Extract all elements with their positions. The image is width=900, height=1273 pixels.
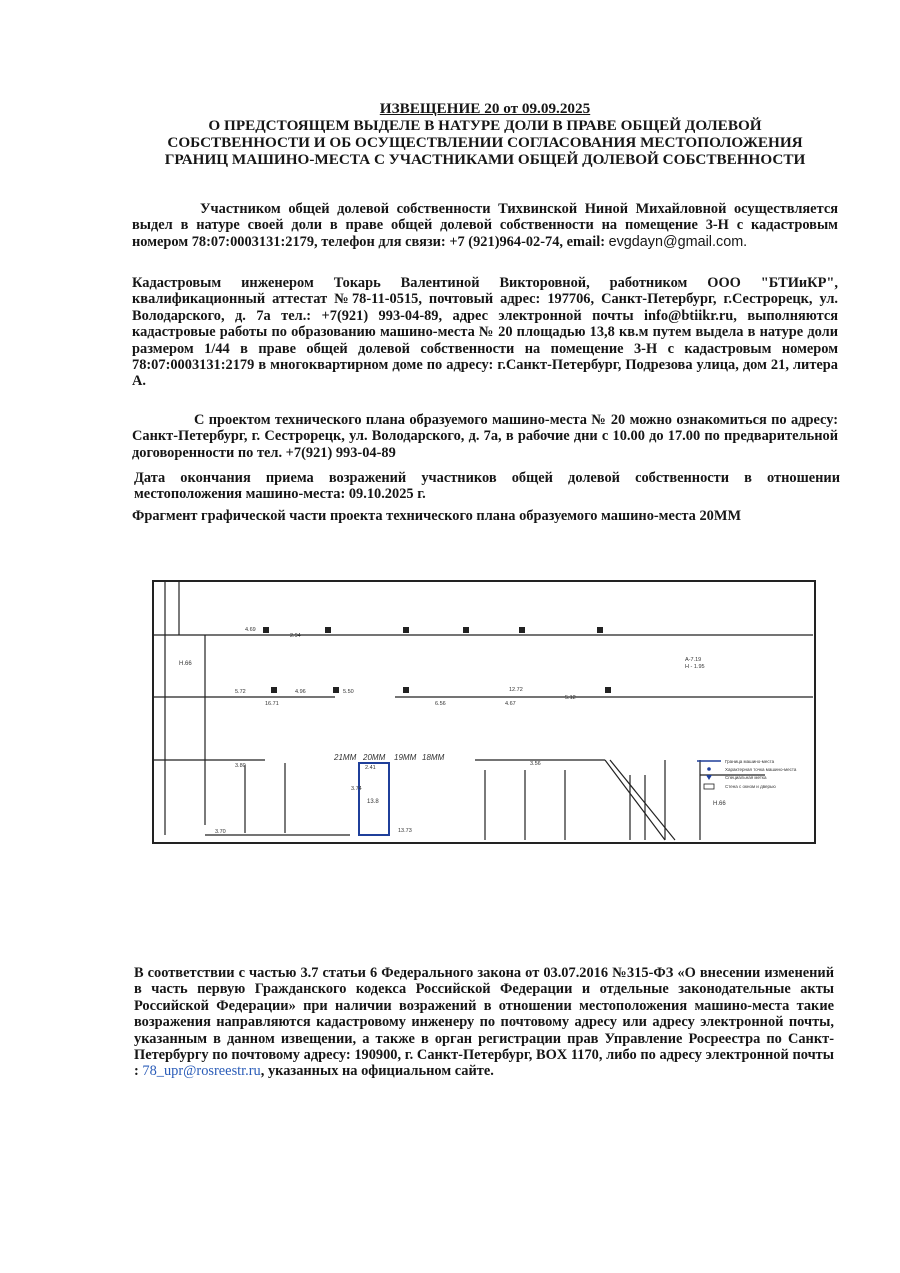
- rosreestr-email-link[interactable]: 78_upr@rosreestr.ru: [142, 1063, 261, 1080]
- dim-label: 5.50: [343, 689, 354, 695]
- plan-note: H - 1.95: [685, 664, 705, 670]
- dim-label: 16.71: [265, 701, 279, 707]
- notice-subject-line3: ГРАНИЦ МАШИНО-МЕСТА С УЧАСТНИКАМИ ОБЩЕЙ ДОЛЕВОЙ СОБСТВЕННОСТИ: [164, 151, 806, 168]
- notice-number: ИЗВЕЩЕНИЕ 20 от 09.09.2025: [379, 100, 591, 117]
- columns: [263, 627, 611, 693]
- legal-text: В соответствии с частью 3.7 статьи 6 Федерального закона от 03.07.2016 №315-ФЗ «О внесении изменений в часть первую Гражданского кодекса Российской Федерации и отдельные законодательные акты Российской Федерации» при наличии возражений в отношении местоположения машино-места такие возражения направляются кадастровому инженеру по почтовому адресу или адресу электронной почты, указанным в данном извещении, а также в орган регистрации прав Управление Росреестра по Санкт-Петербургу по почтовому адресу: 190900, г. Санкт-Петербург, BOX 1170, либо по адресу электронной почты :: [134, 965, 834, 1080]
- legend-boundary-label: Граница машино-места: [725, 759, 775, 764]
- project-info-paragraph: [132, 412, 838, 461]
- space-label-21: 21ММ: [334, 753, 357, 762]
- space-label-20: 20ММ: [363, 753, 386, 762]
- notice-subject-line1: О ПРЕДСТОЯЩЕМ ВЫДЕЛЕ В НАТУРЕ ДОЛИ В ПРАВЕ ОБЩЕЙ ДОЛЕВОЙ: [208, 117, 762, 134]
- space-label-19: 19ММ: [394, 753, 417, 762]
- dim-label: 6.56: [435, 701, 446, 707]
- dim-label: 3.70: [215, 829, 226, 835]
- legal-paragraph: [134, 965, 834, 1080]
- space-20-area: 13.8: [367, 799, 379, 805]
- dim-label: 5.72: [235, 689, 246, 695]
- owner-paragraph: [132, 201, 838, 250]
- dim-label: 3.56: [530, 761, 541, 767]
- dim-label: 4.96: [295, 689, 306, 695]
- dim-label: 13.73: [398, 828, 412, 834]
- notice-subject-line2: СОБСТВЕННОСТИ И ОБ ОСУЩЕСТВЛЕНИИ СОГЛАСОВАНИЯ МЕСТОПОЛОЖЕНИЯ: [167, 134, 803, 151]
- dim-label: 3.74: [351, 786, 362, 792]
- legend-mark-label: Специальная метка: [725, 775, 767, 780]
- legal-tail: , указанных на официальном сайте.: [260, 1063, 494, 1080]
- dim-label: 2.94: [290, 633, 301, 639]
- floor-plan-fragment: [145, 575, 825, 875]
- deadline-paragraph: Дата окончания приема возражений участников общей долевой собственности в отношении местоположения машино-места: 09.10.2025 г.: [134, 470, 840, 503]
- dim-label: 4.69: [245, 627, 256, 633]
- dim-label: 12.72: [509, 687, 523, 693]
- room-label-left: Н.66: [179, 661, 192, 667]
- owner-text: Участником общей долевой собственности Тихвинской Ниной Михайловной осуществляется выдел в натуре своей доли в праве общей долевой собственности на помещение 3-Н с кадастровым номером 78:07:0003131:2179, телефон для связи: +7 (921)964-02-74, email:: [132, 201, 838, 250]
- dim-label: 2.41: [365, 765, 376, 771]
- notice-title: [130, 100, 840, 168]
- dim-label: 3.80: [235, 763, 246, 769]
- room-label-right: Н.66: [713, 801, 726, 807]
- legend-point-label: Характерная точка машино-места: [725, 767, 797, 772]
- space-label-18: 18ММ: [422, 753, 445, 762]
- owner-email[interactable]: evgdayn@gmail.com.: [608, 233, 748, 250]
- dim-label: 4.67: [505, 701, 516, 707]
- project-info-text: С проектом технического плана образуемого машино-места № 20 можно ознакомиться по адресу: Санкт-Петербург, г. Сестрорецк, ул. Володарского, д. 7а, в рабочие дни с 10.00 до 17.00 по предварительной договоренности по тел. +7(921) 993-04-89: [132, 412, 838, 461]
- engineer-paragraph: Кадастровым инженером Токарь Валентиной Викторовной, работником ООО "БТИиКР", квалификационный аттестат №78-11-0515, почтовый адрес: 197706, Санкт-Петербург, г.Сестрорецк, ул. Володарского, д. 7а тел.: +7(921) 993-04-89, адрес электронной почты info@btiikr.ru, выполняются кадастровые работы по образованию машино-места № 20 площадью 13,8 кв.м путем выдела в натуре доли размером 1/44 в праве общей долевой собственности на помещение 3-Н с кадастровым номером 78:07:0003131:2179 в многоквартирном доме по адресу: г.Санкт-Петербург, Подрезова улица, дом 21, литера А.: [132, 275, 838, 390]
- plan-caption: Фрагмент графической части проекта технического плана образуемого машино-места 20ММ: [132, 508, 742, 524]
- dim-label: 5.12: [565, 695, 576, 701]
- legend-wall-label: Стена с окном и дверью: [725, 784, 776, 789]
- plan-note: А-7.19: [685, 657, 702, 663]
- plan-legend: [697, 759, 797, 789]
